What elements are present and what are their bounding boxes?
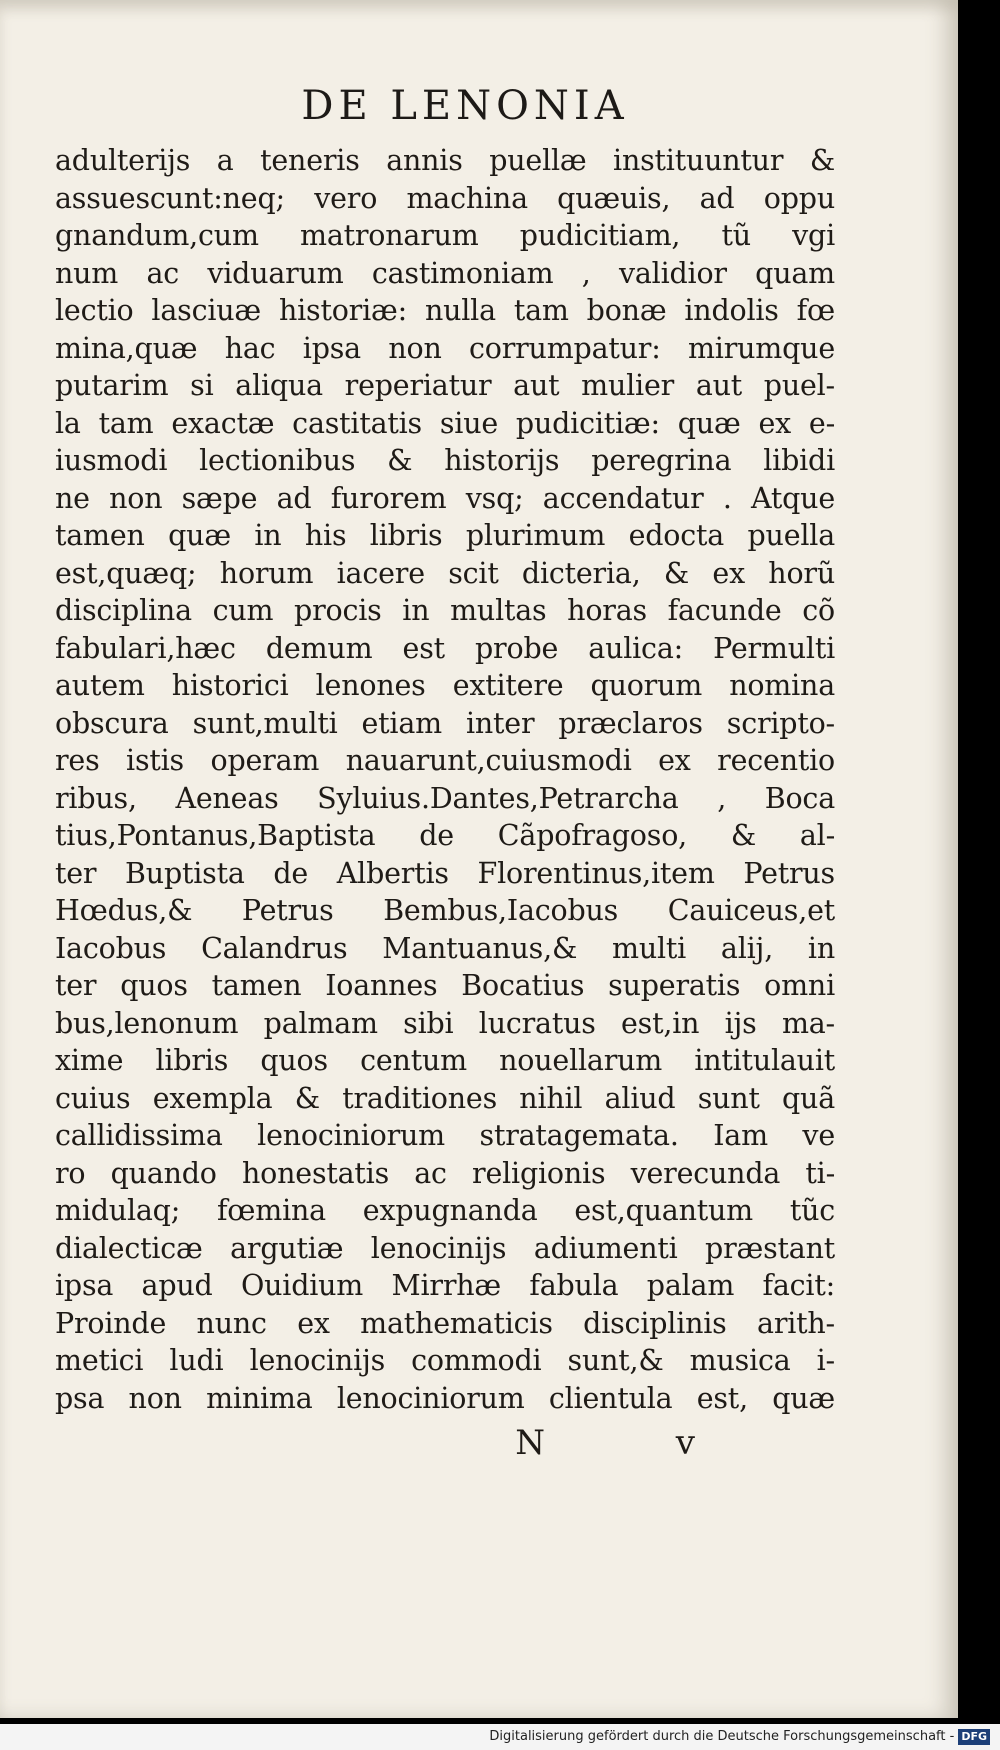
- text-line: gnandum,cum matronarum pudicitiam, tũ vgi: [55, 219, 835, 252]
- text-line: iusmodi lectionibus & historijs peregrina libidi: [55, 444, 835, 477]
- text-line: ter Buptista de Albertis Florentinus,item Petrus: [55, 856, 835, 890]
- text-line: metici ludi lenocinijs commodi sunt,& musica i-: [55, 1344, 835, 1377]
- text-line: dialecticæ argutiæ lenocinijs adiumenti præstant: [55, 1231, 835, 1265]
- text-line: disciplina cum procis in multas horas facunde cõ: [55, 594, 835, 627]
- text-line: ipsa apud Ouidium Mirrhæ fabula palam facit:: [55, 1269, 835, 1302]
- digitization-footer: [0, 1724, 1000, 1750]
- text-line: la tam exactæ castitatis siue pudicitiæ: quæ ex e-: [55, 406, 835, 440]
- text-line: tius,Pontanus,Baptista de Cãpofragoso, & al-: [55, 819, 835, 852]
- footer-text: Digitalisierung gefördert durch die Deutsche Forschungsgemeinschaft -: [489, 1729, 955, 1744]
- dfg-logo: DFG: [958, 1729, 990, 1745]
- text-line: adulterijs a teneris annis puellæ instituuntur &: [55, 144, 835, 177]
- text-line: cuius exempla & traditiones nihil aliud sunt quã: [55, 1081, 835, 1115]
- text-line: midulaq; fœmina expugnanda est,quantum tũc: [55, 1194, 835, 1227]
- text-line: mina,quæ hac ipsa non corrumpatur: mirumque: [55, 331, 835, 365]
- text-line: ne non sæpe ad furorem vsq; accendatur . Atque: [55, 481, 835, 515]
- text-line: lectio lasciuæ historiæ: nulla tam bonæ indolis fœ: [55, 294, 835, 327]
- text-line: putarim si aliqua reperiatur aut mulier aut puel-: [55, 369, 835, 402]
- text-line: tamen quæ in his libris plurimum edocta puella: [55, 519, 835, 552]
- text-line: xime libris quos centum nouellarum intitulauit: [55, 1044, 835, 1077]
- text-line: num ac viduarum castimoniam , validior quam: [55, 256, 835, 290]
- text-line: obscura sunt,multi etiam inter præclaros scripto-: [55, 706, 835, 740]
- running-head: DE LENONIA: [301, 83, 629, 129]
- text-line: Hœdus,& Petrus Bembus,Iacobus Cauiceus,et: [55, 894, 835, 927]
- text-line: psa non minima lenociniorum clientula est, quæ: [55, 1381, 835, 1415]
- text-line: ribus, Aeneas Syluius.Dantes,Petrarcha , Boca: [55, 781, 835, 815]
- text-line: callidissima lenociniorum stratagemata. Iam ve: [55, 1119, 835, 1152]
- text-line: ro quando honestatis ac religionis verecunda ti-: [55, 1156, 835, 1190]
- signature-mark: N v: [515, 1423, 755, 1463]
- text-line: autem historici lenones extitere quorum nomina: [55, 669, 835, 702]
- text-line: res istis operam nauarunt,cuiusmodi ex recentio: [55, 744, 835, 777]
- text-line: bus,lenonum palmam sibi lucratus est,in ijs ma-: [55, 1006, 835, 1040]
- text-line: fabulari,hæc demum est probe aulica: Permulti: [55, 631, 835, 665]
- text-line: ter quos tamen Ioannes Bocatius superatis omni: [55, 969, 835, 1002]
- body-text: [55, 142, 835, 1417]
- text-line: Iacobus Calandrus Mantuanus,& multi alij, in: [55, 931, 835, 965]
- text-line: est,quæq; horum iacere scit dicteria, & ex horũ: [55, 556, 835, 590]
- text-line: assuescunt:neq; vero machina quæuis, ad oppu: [55, 181, 835, 215]
- text-line: Proinde nunc ex mathematicis disciplinis arith-: [55, 1306, 835, 1340]
- page-content: [55, 80, 835, 1463]
